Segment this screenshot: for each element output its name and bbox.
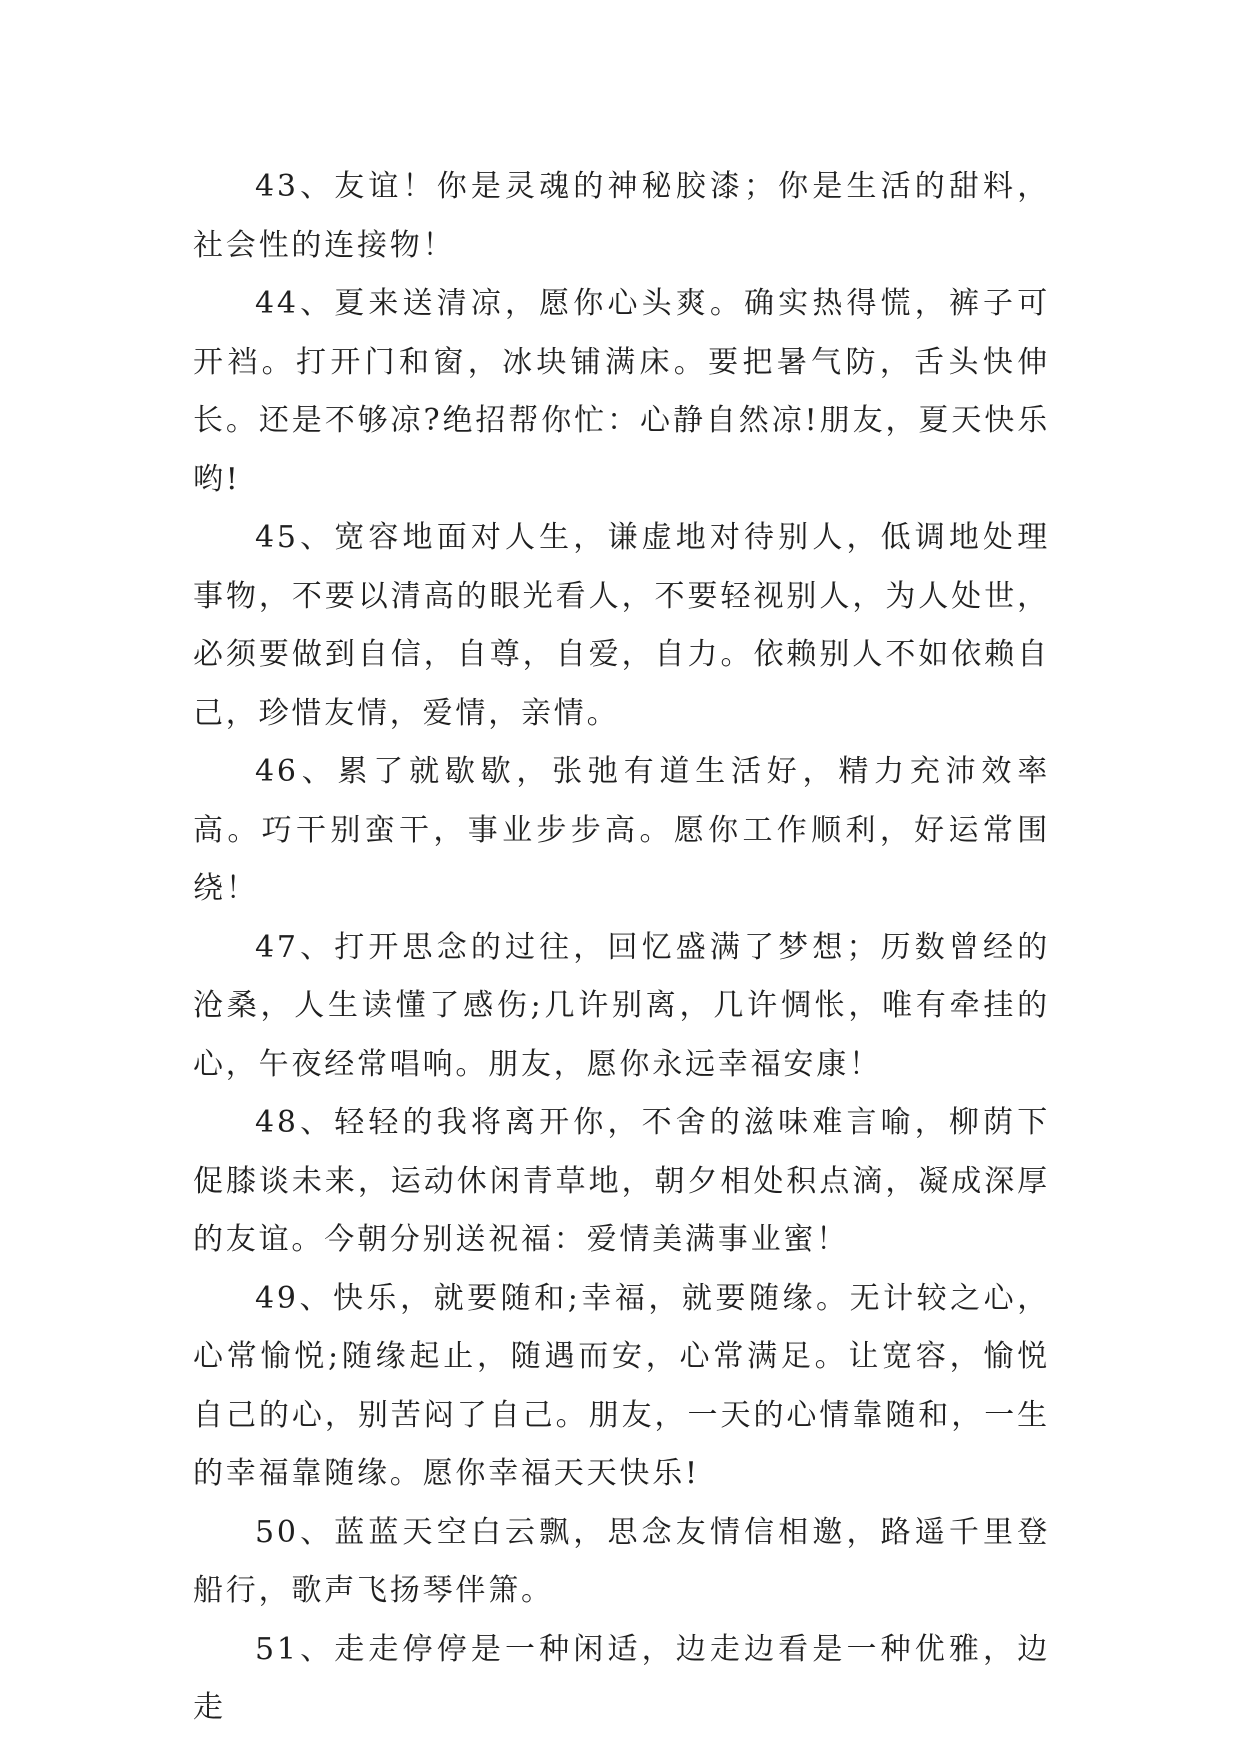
paragraph-48: 48、轻轻的我将离开你，不舍的滋味难言喻，柳荫下促膝谈未来，运动休闲青草地，朝夕相处积点滴，凝成深厚的友谊。今朝分别送祝福：爱情美满事业蜜！ <box>193 1105 1050 1257</box>
paragraph-50: 50、蓝蓝天空白云飘，思念友情信相邀，路遥千里登船行，歌声飞扬琴伴箫。 <box>193 1514 1050 1608</box>
paragraph-49: 49、快乐，就要随和;幸福，就要随缘。无计较之心，心常愉悦;随缘起止，随遇而安，心常满足。让宽容，愉悦自己的心，别苦闷了自己。朋友，一天的心情靠随和，一生的幸福靠随缘。愿你幸福天天快乐! <box>193 1280 1050 1491</box>
paragraph-51: 51、走走停停是一种闲适，边走边看是一种优雅，边走 <box>193 1631 1050 1725</box>
document-body <box>193 158 1050 1738</box>
paragraph-44: 44、夏来送清凉，愿你心头爽。确实热得慌，裤子可开裆。打开门和窗，冰块铺满床。要把暑气防，舌头快伸长。还是不够凉?绝招帮你忙：心静自然凉!朋友，夏天快乐哟! <box>193 286 1050 497</box>
paragraph-46: 46、累了就歇歇，张弛有道生活好，精力充沛效率高。巧干别蛮干，事业步步高。愿你工作顺利，好运常围绕！ <box>193 754 1050 906</box>
paragraph-45: 45、宽容地面对人生，谦虚地对待别人，低调地处理事物，不要以清高的眼光看人，不要轻视别人，为人处世，必须要做到自信，自尊，自爱，自力。依赖别人不如依赖自己，珍惜友情，爱情，亲情。 <box>193 520 1050 731</box>
paragraph-47: 47、打开思念的过往，回忆盛满了梦想；历数曾经的沧桑，人生读懂了感伤;几许别离，几许惆怅，唯有牵挂的心，午夜经常唱响。朋友，愿你永远幸福安康！ <box>193 929 1050 1082</box>
paragraph-43: 43、友谊！你是灵魂的神秘胶漆；你是生活的甜料，社会性的连接物！ <box>193 169 1050 263</box>
